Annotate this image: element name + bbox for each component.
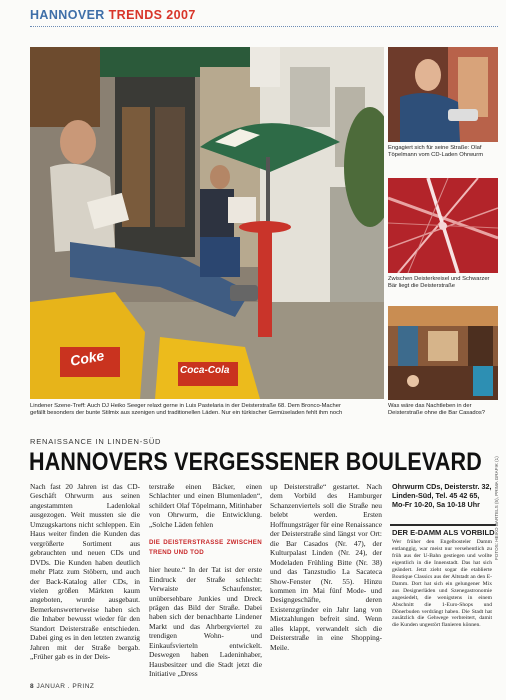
sidebar-body: Wer früher den Engelbosteler Damm entlanggig, war meist nur versehentlich zu früh aus der U-Bahn gestiegen und wollte eigentlich in die Innenstadt. Das hat sich geändert. Jetzt zieht sogar die etablierte Boutique Classics aus der Altstadt an den E-Damm. Dort hat sich ein gelungener Mix aus Designerläden und Szenegastronomie angesiedelt, die wenigstens in einem Abschnitt die 1-Euro-Shops und Dönerbuden verdrängt haben. Die Stadt hat zusätzlich die Gehwege verbreitert, damit die Kunden ungestört flanieren können.: [392, 539, 492, 629]
body-column-1: [30, 482, 140, 662]
body-text: terstraße einen Bäcker, einen Schlachter und einen Blumenladen“, schildert Olaf Töpelmann, Mitinhaber von Ohrwurm, die Entwicklung. „Solche Läden fehlen: [149, 482, 262, 529]
body-text: Nach fast 20 Jahren ist das CD-Geschäft Ohrwurm aus seinen angestammten Ladenlokal ausgezogen. Weit mussten sie die Umzugskartons nicht schleppen. Ein Haus weiter finden die Kunden das vergrößerte Sortiment aus gebrauchten und neuen CDs und DVDs. Die Kunden haben deutlich mehr Platz zum Stöbern, und auch der Back-Katalog aller CDs, in vielen größen Märkten kaum angeboten, wurde ausgebaut. Bemerkenswerterweise haben sich die Inhaber bewusst wieder für den Standort Deisterstraße entschieden. Dabei ging es in den letzten zwanzig Jahren mit der Straße bergab. „Früher gab es in der Deis-: [30, 482, 140, 662]
main-photo: [30, 47, 384, 399]
main-photo-caption: Lindener Szene-Treff: Auch DJ Heiko Seeger relaxt gerne in Luis Pastelaria in der Deisterstraße 68. Dem Bronco-Macher gefällt besonders der bunte Stilmix aus szenigen und traditionellen Läden. Nur ein türkischer Gemüseladen fehlt ihm noch: [30, 403, 343, 417]
body-column-2: [149, 482, 262, 679]
body-text: hier heute.“ In der Tat ist der erste Eindruck der Straße schlecht: Verwaiste Schaufenster, unübersehbare Junkies und Dreck prägen das Bild der Straße. Dabei haben sich der benachbarte Lindener Markt und das Ahrbergviertel zu trendigen Wohn- und Einkaufsvierteln entwickelt. Deswegen haben Ladeninhaber, Hausbesitzer und die Stadt jetzt die Initiative „Dress: [149, 565, 262, 679]
side-photo-bar-caption: Was wäre das Nachtleben in der Deisterstraße ohne die Bar Casados?: [388, 403, 485, 417]
side-photo-portrait-caption: Engagiert sich für seine Straße: Olaf Töpelmann vom CD-Laden Ohrwurm: [388, 145, 484, 159]
photo-credit: FOTOS: HEIKO BARTELS (5), PRIMA GRAFIK (1): [494, 456, 499, 560]
section-name: HANNOVER: [30, 8, 105, 22]
header-rule: [30, 26, 498, 27]
page-footer: [30, 683, 94, 690]
section-header: [30, 8, 196, 22]
side-photo-map-caption: Zwischen Deisterkreisel und Schwarzer Bär liegt die Deisterstraße: [388, 276, 490, 290]
sidebar-box: [390, 524, 496, 676]
kicker: RENAISSANCE IN LINDEN-SÜD: [30, 437, 162, 446]
shop-info: Ohrwurm CDs, Deisterstr. 32, Linden-Süd, Tel. 45 42 65, Mo-Fr 10-20, Sa 10-18 Uhr: [392, 482, 492, 510]
issue-label: JANUAR . PRINZ: [36, 683, 95, 690]
sidebar-title: DER E-DAMM ALS VORBILD: [392, 528, 495, 537]
body-text: up Deisterstraße“ gestartet. Nach dem Vorbild des Hamburger Schanzenviertels soll die Straße neu belebt werden. Ersten Hoffnungsträger für eine Renaissance der Deisterstraße sind längst vor Ort: die Bar Casados (Nr. 47), der Kulturpalast Linden (Nr. 24), der Modeladen Frühling Bitte (Nr. 38) und das Tanzstudio La Sacateca Show-Fenster (Nr. 55). Hinzu kommen im Mai fünf Mode- und Designgeschäfte, deren Existenzgründer ein Jahr lang von Mietzahlungen befreit sind. Wenn alles klappt, verwandelt sich die Deisterstraße in eine Shopping-Meile.: [270, 482, 382, 652]
section-subname: TRENDS 2007: [108, 8, 196, 22]
crate-logo-1: Coke: [68, 347, 106, 369]
body-subhead: DIE DEISTERSTRASSE ZWISCHEN TREND UND TOD: [149, 539, 262, 556]
body-column-3: [270, 482, 382, 652]
crate-logo-2: Coca-Cola: [180, 365, 230, 376]
headline: HANNOVERS VERGESSENER BOULEVARD: [29, 448, 482, 476]
page-number: 8: [30, 683, 35, 690]
side-photo-portrait: [388, 47, 498, 142]
side-photo-bar: [388, 306, 498, 400]
side-photo-map: [388, 178, 498, 273]
